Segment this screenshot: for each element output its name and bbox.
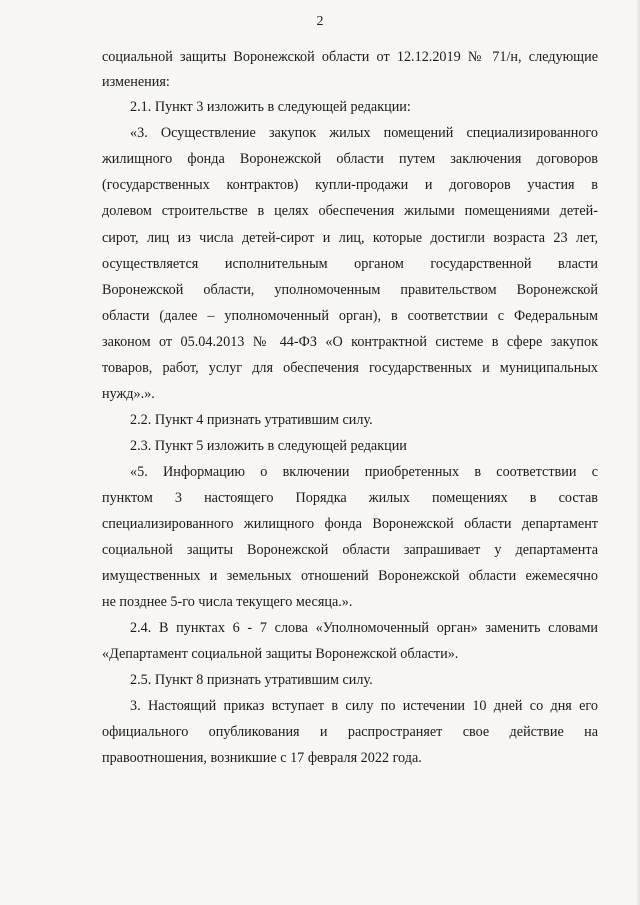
text-line: 2.1. Пункт 3 изложить в следующей редакции: <box>130 99 411 115</box>
text-line: официального опубликования и распространяет свое действие на <box>102 724 598 740</box>
text-line: товаров, работ, услуг для обеспечения государственных и муниципальных <box>102 360 598 376</box>
text-line: 2.4. В пунктах 6 - 7 слова «Уполномоченный орган» заменить словами <box>130 620 598 636</box>
text-line: долевом строительстве в целях обеспечения жилыми помещениями детей- <box>102 203 598 219</box>
text-line: имущественных и земельных отношений Воронежской области ежемесячно <box>102 568 598 584</box>
page-number: 2 <box>316 14 324 29</box>
text-line: не позднее 5-го числа текущего месяца.». <box>102 594 353 610</box>
text-line: пунктом 3 настоящего Порядка жилых помещениях в состав <box>102 490 598 506</box>
scan-edge <box>636 0 640 905</box>
text-line: нужд».». <box>102 386 155 402</box>
text-line: 2.3. Пункт 5 изложить в следующей редакции <box>130 438 407 454</box>
text-line: осуществляется исполнительным органом государственной власти <box>102 256 598 272</box>
text-line: сирот, лиц из числа детей-сирот и лиц, которые достигли возраста 23 лет, <box>102 230 598 246</box>
text-line: социальной защиты Воронежской области от 12.12.2019 № 71/н, следующие <box>102 49 598 65</box>
text-line: изменения: <box>102 74 170 90</box>
text-line: 3. Настоящий приказ вступает в силу по истечении 10 дней со дня его <box>130 698 598 714</box>
text-line: правоотношения, возникшие с 17 февраля 2022 года. <box>102 750 422 766</box>
text-line: (государственных контрактов) купли-продажи и договоров участия в <box>102 177 598 193</box>
text-line: 2.5. Пункт 8 признать утратившим силу. <box>130 672 373 688</box>
text-line: «Департамент социальной защиты Воронежской области». <box>102 646 459 662</box>
text-line: 2.2. Пункт 4 признать утратившим силу. <box>130 412 373 428</box>
text-line: области (далее – уполномоченный орган), в соответствии с Федеральным <box>102 308 598 324</box>
text-line: жилищного фонда Воронежской области путем заключения договоров <box>102 151 598 167</box>
text-line: «3. Осуществление закупок жилых помещений специализированного <box>130 125 598 141</box>
text-line: специализированного жилищного фонда Воронежской области департамент <box>102 516 598 532</box>
text-line: «5. Информацию о включении приобретенных в соответствии с <box>130 464 598 480</box>
text-line: Воронежской области, уполномоченным правительством Воронежской <box>102 282 598 298</box>
text-line: социальной защиты Воронежской области запрашивает у департамента <box>102 542 598 558</box>
text-line: законом от 05.04.2013 № 44-ФЗ «О контрактной системе в сфере закупок <box>102 334 598 350</box>
